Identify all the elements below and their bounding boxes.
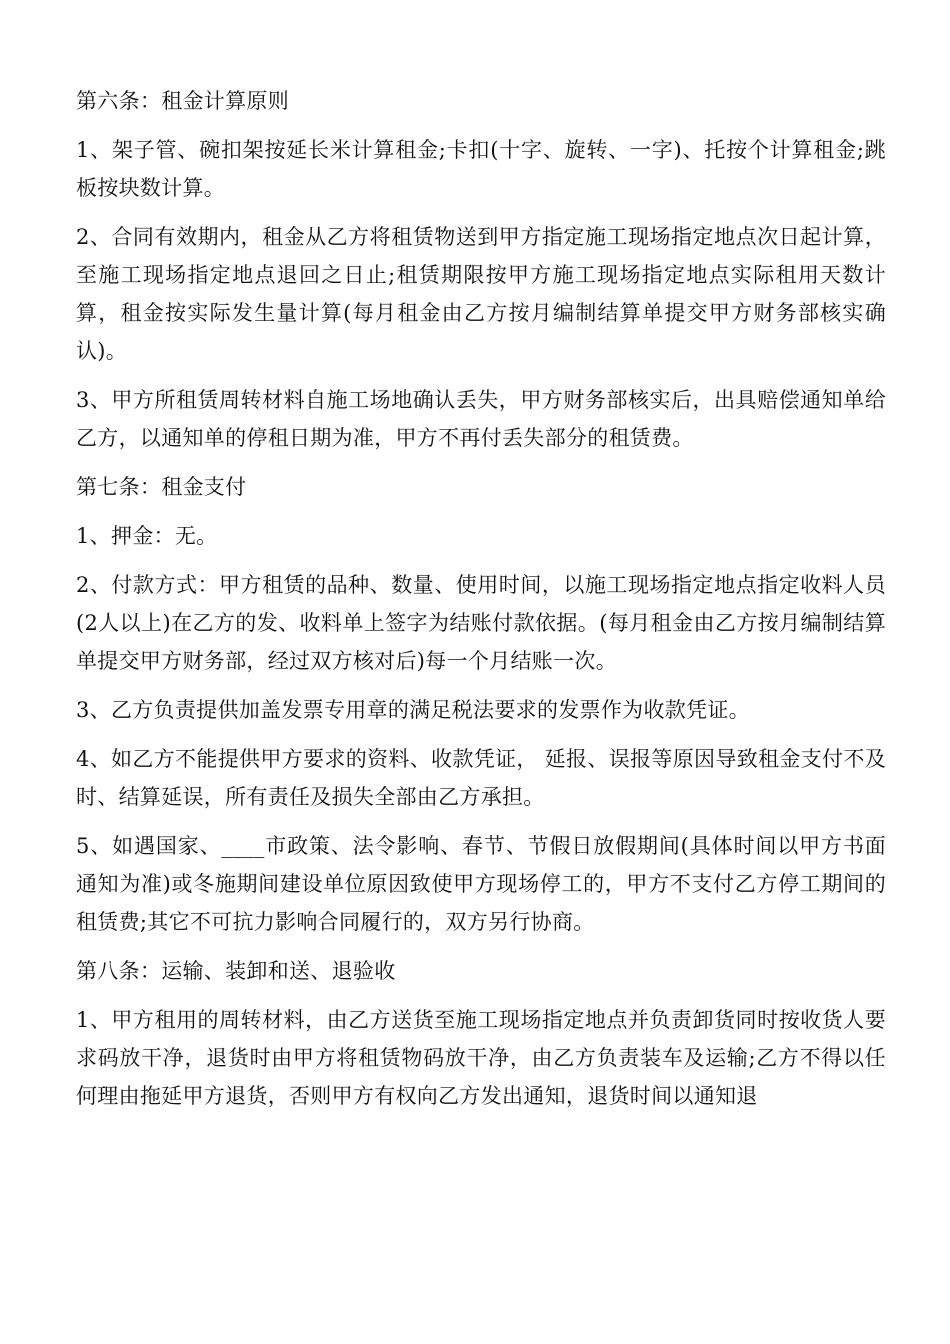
- paragraph-payment-1: 1、押金：无。: [76, 524, 218, 548]
- paragraph-rent-calc-3: 3、甲方所租赁周转材料自施工场地确认丢失，甲方财务部核实后，出具赔偿通知单给乙方，以通知单的停租日期为准，甲方不再付丢失部分的租赁费。: [76, 388, 886, 450]
- paragraph-rent-calc-2: 2、合同有效期内，租金从乙方将租赁物送到甲方指定施工现场指定地点次日起计算，至施工现场指定地点退回之日止;租赁期限按甲方施工现场指定地点实际租用天数计算，租金按实际发生量计算(每月租金由乙方按月编制结算单提交甲方财务部核实确认)。: [76, 225, 886, 363]
- section-heading-article-7: 第七条：租金支付: [76, 475, 247, 499]
- section-heading-article-6: 第六条：租金计算原则: [76, 89, 289, 113]
- paragraph-rent-calc-1: 1、架子管、碗扣架按延长米计算租金;卡扣(十字、旋转、一字)、托按个计算租金;跳板按块数计算。: [76, 138, 886, 200]
- paragraph-payment-5: 5、如遇国家、____市政策、法令影响、春节、节假日放假期间(具体时间以甲方书面通知为准)或冬施期间建设单位原因致使甲方现场停工的，甲方不支付乙方停工期间的租赁费;其它不可抗力影响合同履行的，双方另行协商。: [76, 834, 886, 934]
- document-body: [76, 82, 886, 1126]
- paragraph-payment-3: 3、乙方负责提供加盖发票专用章的满足税法要求的发票作为收款凭证。: [76, 698, 750, 722]
- section-heading-article-8: 第八条：运输、装卸和送、退验收: [76, 959, 396, 983]
- paragraph-transport-1: 1、甲方租用的周转材料，由乙方送货至施工现场指定地点并负责卸货同时按收货人要求码放干净，退货时由甲方将租赁物码放干净，由乙方负责装车及运输;乙方不得以任何理由拖延甲方退货，否则甲方有权向乙方发出通知，退货时间以通知退: [76, 1008, 886, 1108]
- paragraph-payment-4: 4、如乙方不能提供甲方要求的资料、收款凭证， 延报、误报等原因导致租金支付不及时、结算延误，所有责任及损失全部由乙方承担。: [76, 747, 886, 809]
- paragraph-payment-2: 2、付款方式：甲方租赁的品种、数量、使用时间，以施工现场指定地点指定收料人员(2人以上)在乙方的发、收料单上签字为结账付款依据。(每月租金由乙方按月编制结算单提交甲方财务部，经过双方核对后)每一个月结账一次。: [76, 573, 886, 673]
